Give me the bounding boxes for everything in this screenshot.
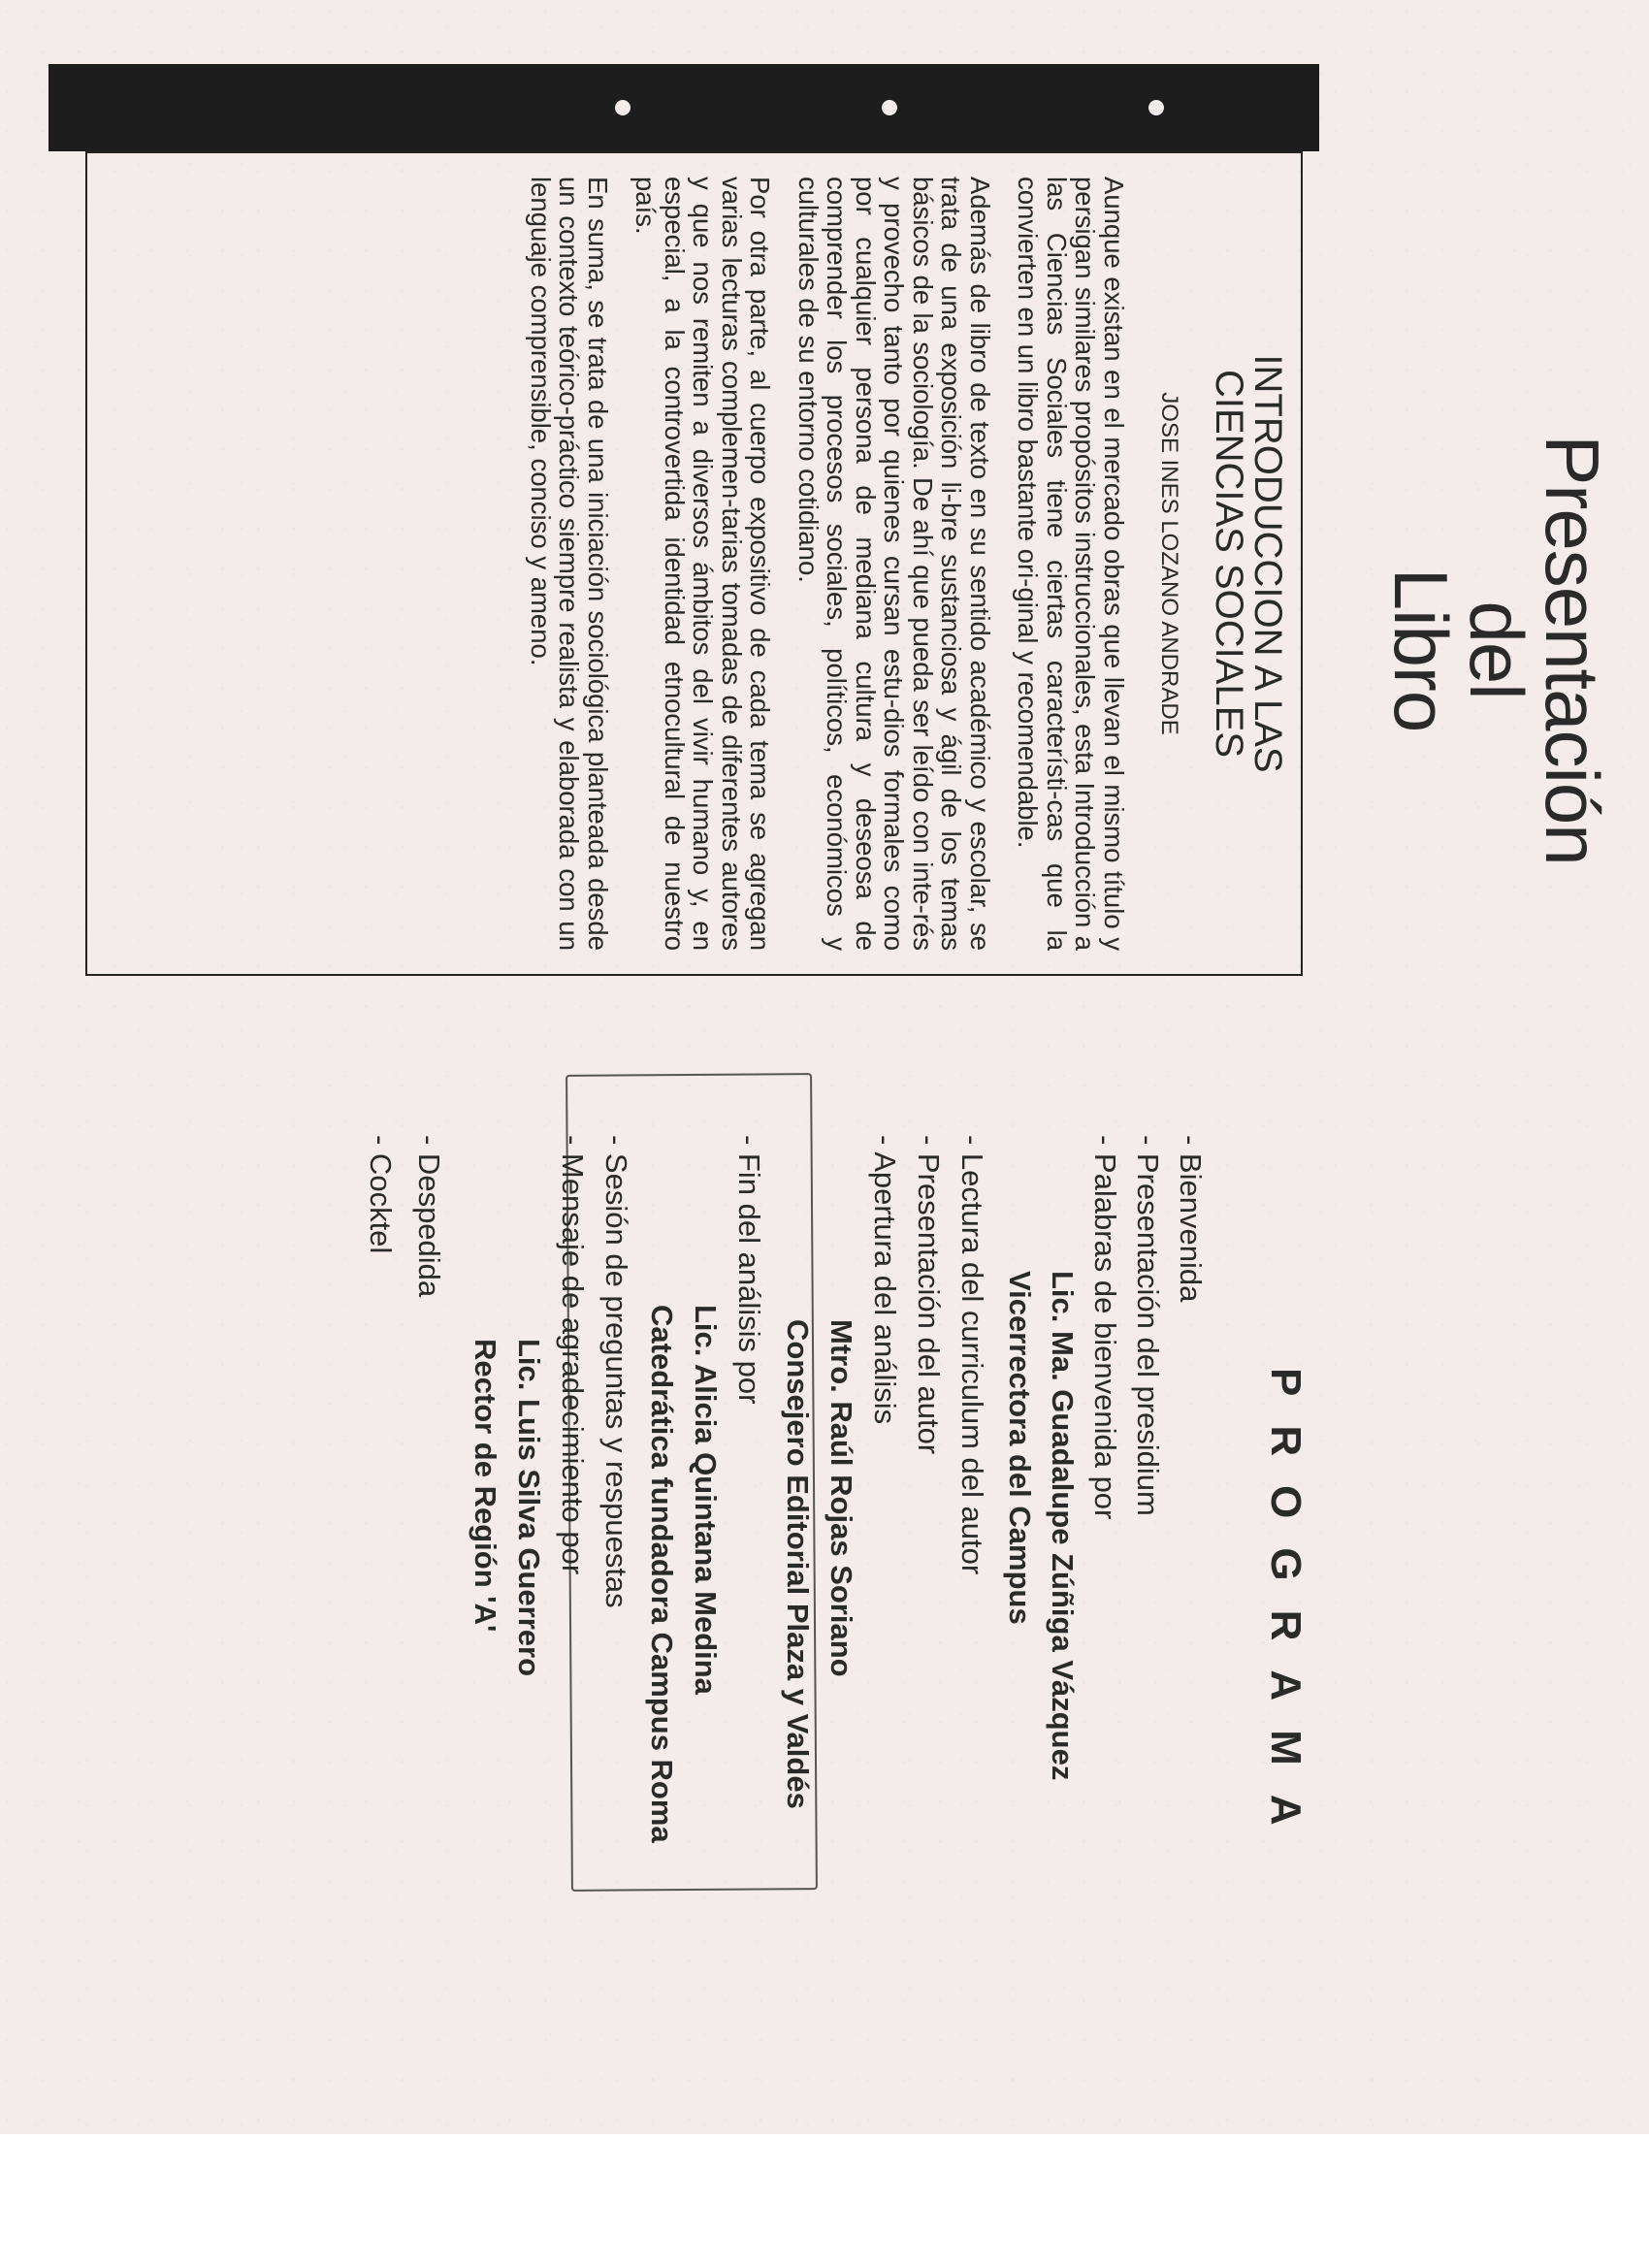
book-paragraph: Aunque existan en el mercado obras que llevan el mismo título y persigan similares propósitos instruccionales, esta Introducción a las Ciencias Sociales tiene ciertas característi-cas que la convierten en un libro bastante ori-ginal y recomendable. — [1013, 177, 1129, 951]
program-item: - Apertura del análisis — [868, 1135, 902, 1425]
program-item: - Fin del análisis por — [732, 1135, 766, 1405]
book-title-line: CIENCIAS SOCIALES — [1208, 369, 1250, 759]
program-item-speaker-role: Rector de Región 'A' — [469, 1339, 502, 1633]
program-item: - Bienvenida — [1174, 1135, 1208, 1303]
bullet-dot-icon — [1148, 100, 1164, 115]
book-title — [1210, 177, 1287, 951]
book-title-line: INTRODUCCION A LAS — [1246, 354, 1289, 773]
program-item: - Palabras de bienvenida por — [1088, 1135, 1122, 1520]
book-paragraph: En suma, se trata de una iniciación sociológica planteada desde un contexto teórico-práctico siempre realista y elaborada con un lenguaje comprensible, conciso y ameno. — [526, 177, 613, 951]
presentation-title-line: Presentación — [1530, 435, 1615, 865]
presentation-title — [1378, 310, 1615, 989]
book-description-box — [85, 151, 1303, 976]
program-item-speaker: Lic. Alicia Quintana Medina — [689, 1305, 723, 1695]
program-item: - Despedida — [412, 1135, 446, 1298]
book-paragraph: Además de libro de texto en su sentido académico y escolar, se trata de una exposición li-bre sustanciosa y ágil de los temas básicos de la sociología. De ahí que pueda ser leído con inte-rés y provecho tanto por quienes cursan estu-dios formales como por cualquier persona de mediana cultura y deseosa de comprender los procesos sociales, políticos, económicos y culturales de su entorno cotidiano. — [793, 177, 995, 951]
program-item: - Sesión de preguntas y respuestas — [599, 1135, 633, 1608]
program-item-speaker-role: Consejero Editorial Plaza y Valdés — [781, 1319, 815, 1809]
program-item-speaker: Lic. Ma. Guadalupe Zúñiga Vázquez — [1046, 1271, 1080, 1781]
program-item: - Lectura del curriculum del autor — [955, 1135, 989, 1575]
presentation-title-line: del — [1454, 600, 1539, 699]
program-item-speaker: Lic. Luis Silva Guerrero — [512, 1339, 546, 1677]
program-item: - Presentación del presidium — [1131, 1135, 1165, 1516]
bullet-dot-icon — [615, 100, 630, 115]
book-author: JOSE INES LOZANO ANDRADE — [1156, 392, 1182, 735]
decorative-banner — [48, 64, 1319, 151]
program-item-speaker: Mtro. Raúl Rojas Soriano — [824, 1319, 858, 1677]
program-item: - Mensaje de agradecimiento por — [556, 1135, 590, 1575]
program-item-speaker-role: Catedrática fundadora Campus Roma — [645, 1305, 679, 1843]
presentation-title-line: Libro — [1378, 567, 1464, 732]
bullet-dot-icon — [882, 100, 897, 115]
program-item: - Presentación del autor — [912, 1135, 946, 1455]
program-item-speaker-role: Vicerrectora del Campus — [1003, 1271, 1037, 1625]
book-paragraph: Por otra parte, al cuerpo expositivo de cada tema se agregan varias lecturas complemen-tarias tomadas de diferentes autores y que nos remiten a diversos ámbitos del vivir humano y, en especial, a la controvertida identidad etnocultural de nuestro país. — [630, 177, 776, 951]
program-item: - Cocktel — [364, 1135, 398, 1254]
programa-title: PROGRAMA — [1262, 1368, 1310, 1855]
